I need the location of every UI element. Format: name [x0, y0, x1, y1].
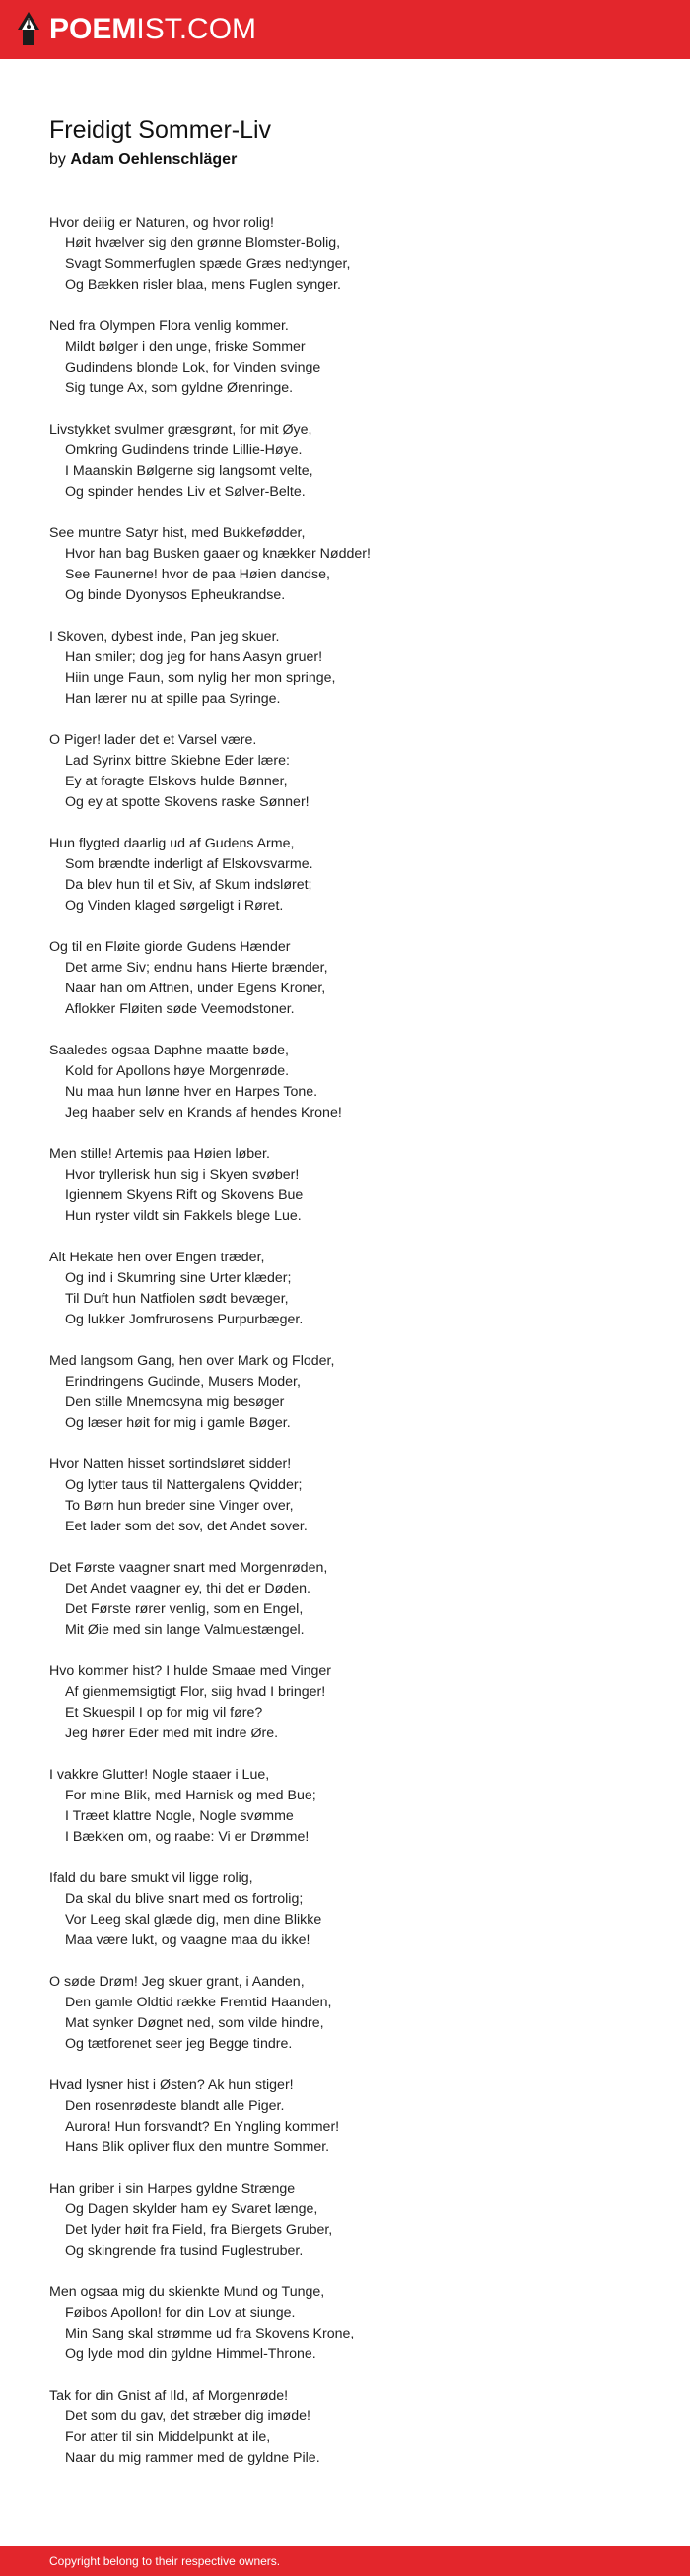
stanza: [49, 937, 641, 1020]
copyright-text: Copyright belong to their respective owners.: [49, 2554, 281, 2568]
poem-line: Aurora! Hun forsvandt? En Yngling kommer!: [65, 2119, 340, 2135]
poem-content: [0, 59, 690, 2469]
poem-line: Igiennem Skyens Rift og Skovens Bue: [65, 1187, 304, 1203]
poem-line: Og til en Fløite giorde Gudens Hænder: [49, 939, 291, 955]
poem-line: Og skingrende fra tusind Fuglestruber.: [65, 2243, 304, 2259]
poem-line: Til Duft hun Natfiolen sødt bevæger,: [65, 1291, 289, 1307]
poem-line: Føibos Apollon! for din Lov at siunge.: [65, 2305, 296, 2321]
poem-line: Hvor Natten hisset sortindsløret sidder!: [49, 1457, 292, 1472]
stanza: [49, 2075, 641, 2158]
poem-line: Mat synker Døgnet ned, som vilde hindre,: [65, 2015, 324, 2031]
site-logo[interactable]: [16, 10, 256, 49]
poem-line: Mit Øie med sin lange Valmuestængel.: [65, 1622, 305, 1638]
poem-title: Freidigt Sommer-Liv: [49, 116, 272, 144]
poem-line: Erindringens Gudinde, Musers Moder,: [65, 1374, 301, 1390]
poem-line: O Piger! lader det et Varsel være.: [49, 732, 257, 748]
poem-line: Han griber i sin Harpes gyldne Strænge: [49, 2181, 296, 2197]
stanza: [49, 1661, 641, 1744]
poem-line: Ned fra Olympen Flora venlig kommer.: [49, 318, 289, 334]
poem-line: To Børn hun breder sine Vinger over,: [65, 1498, 294, 1514]
poem-line: Eet lader som det sov, det Andet sover.: [65, 1519, 308, 1534]
poem-line: Sig tunge Ax, som gyldne Ørenringe.: [65, 380, 294, 396]
poem-line: Men stille! Artemis paa Høien løber.: [49, 1146, 270, 1162]
poem-line: Aflokker Fløiten søde Veemodstoner.: [65, 1001, 295, 1017]
stanza: [49, 1558, 641, 1641]
poem-line: Og ey at spotte Skovens raske Sønner!: [65, 794, 310, 810]
stanza: [49, 420, 641, 503]
poem-line: Ifald du bare smukt vil ligge rolig,: [49, 1870, 253, 1886]
poem-line: Det Første rører venlig, som en Engel,: [65, 1601, 304, 1617]
poem-line: Alt Hekate hen over Engen træder,: [49, 1250, 265, 1265]
poem-line: Jeg haaber selv en Krands af hendes Krone!: [65, 1105, 342, 1120]
poem-line: Tak for din Gnist af Ild, af Morgenrøde!: [49, 2388, 289, 2404]
poem-line: Vor Leeg skal glæde dig, men dine Blikke: [65, 1912, 322, 1928]
poem-line: Kold for Apollons høye Morgenrøde.: [65, 1063, 290, 1079]
poem-line: Gudindens blonde Lok, for Vinden svinge: [65, 360, 321, 375]
poem-line: Et Skuespil I op for mig vil føre?: [65, 1705, 263, 1721]
poem-line: Da blev hun til et Siv, af Skum indsløret;: [65, 877, 312, 893]
stanza: [49, 316, 641, 399]
poem-line: Men ogsaa mig du skienkte Mund og Tunge,: [49, 2284, 325, 2300]
stanza: [49, 1972, 641, 2055]
poem-line: Og læser høit for mig i gamle Bøger.: [65, 1415, 291, 1431]
poem-line: Hvor han bag Busken gaaer og knækker Nødder!: [65, 546, 371, 562]
poem-line: Da skal du blive snart med os fortrolig;: [65, 1891, 304, 1907]
poem-line: I vakkre Glutter! Nogle staaer i Lue,: [49, 1767, 270, 1783]
stanza: [49, 1144, 641, 1227]
poem-line: Og Bækken risler blaa, mens Fuglen synger.: [65, 277, 341, 293]
stanza: [49, 1455, 641, 1537]
poem-line: O søde Drøm! Jeg skuer grant, i Aanden,: [49, 1974, 305, 1990]
poem-line: Af gienmemsigtigt Flor, siig hvad I bringer!: [65, 1684, 326, 1700]
poem-line: Det som du gav, det stræber dig imøde!: [65, 2408, 310, 2424]
poem-line: Ey at foragte Elskovs hulde Bønner,: [65, 774, 288, 789]
logo-wordmark: [49, 15, 256, 44]
poem-line: Mildt bølger i den unge, friske Sommer: [65, 339, 306, 355]
poem-line: Livstykket svulmer græsgrønt, for mit Øye,: [49, 422, 312, 438]
poem-line: Hvad lysner hist i Østen? Ak hun stiger!: [49, 2077, 294, 2093]
poem-line: Hun ryster vildt sin Fakkels blege Lue.: [65, 1208, 302, 1224]
stanza: [49, 1248, 641, 1330]
poem-line: Hiin unge Faun, som nylig her mon springe,: [65, 670, 336, 686]
poem-line: Saaledes ogsaa Daphne maatte bøde,: [49, 1043, 289, 1058]
poem-line: Omkring Gudindens trinde Lillie-Høye.: [65, 442, 303, 458]
poem-line: Den rosenrødeste blandt alle Piger.: [65, 2098, 285, 2114]
poem-line: Maa være lukt, og vaagne maa du ikke!: [65, 1932, 310, 1948]
poem-line: Og binde Dyonysos Epheukrandse.: [65, 587, 286, 603]
poem-line: Hans Blik opliver flux den muntre Sommer.: [65, 2139, 330, 2155]
stanza: [49, 2386, 641, 2469]
poem-line: Og lyde mod din gyldne Himmel-Throne.: [65, 2346, 316, 2362]
poem-line: Nu maa hun lønne hver en Harpes Tone.: [65, 1084, 318, 1100]
poem-line: Den gamle Oldtid række Fremtid Haanden,: [65, 1995, 332, 2010]
poem-line: Og lukker Jomfrurosens Purpurbæger.: [65, 1312, 304, 1327]
poem-line: See Faunerne! hvor de paa Høien dandse,: [65, 567, 330, 582]
poem-line: I Bækken om, og raabe: Vi er Drømme!: [65, 1829, 310, 1845]
poem-line: Den stille Mnemosyna mig besøger: [65, 1394, 285, 1410]
poem-line: Høit hvælver sig den grønne Blomster-Bolig,: [65, 236, 341, 251]
poem-line: Og tætforenet seer jeg Begge tindre.: [65, 2036, 293, 2052]
poem-line: For mine Blik, med Harnisk og med Bue;: [65, 1788, 316, 1803]
poem-line: Han smiler; dog jeg for hans Aasyn gruer!: [65, 649, 323, 665]
poem-line: I Maanskin Bølgerne sig langsomt velte,: [65, 463, 313, 479]
stanza: [49, 834, 641, 916]
stanza: [49, 1765, 641, 1848]
byline: [49, 149, 641, 170]
poem-line: Og Vinden klaged sørgeligt i Røret.: [65, 898, 284, 914]
poem-line: Det arme Siv; endnu hans Hierte brænder,: [65, 960, 328, 976]
stanza: [49, 730, 641, 813]
stanza: [49, 1351, 641, 1434]
poem-line: Hvor deilig er Naturen, og hvor rolig!: [49, 215, 274, 231]
poem-line: For atter til sin Middelpunkt at ile,: [65, 2429, 271, 2445]
poem-line: Som brændte inderligt af Elskovsvarme.: [65, 856, 313, 872]
stanza: [49, 1868, 641, 1951]
poem-line: Hvo kommer hist? I hulde Smaae med Vinger: [49, 1663, 331, 1679]
poem-line: Det Første vaagner snart med Morgenrøden,: [49, 1560, 328, 1576]
stanza: [49, 2282, 641, 2365]
poem-line: I Træet klattre Nogle, Nogle svømme: [65, 1808, 294, 1824]
poem-line: I Skoven, dybest inde, Pan jeg skuer.: [49, 629, 280, 644]
poem-line: Hun flygted daarlig ud af Gudens Arme,: [49, 836, 295, 851]
poem-line: Og lytter taus til Nattergalens Qvidder;: [65, 1477, 303, 1493]
stanza: [49, 627, 641, 710]
poem-line: Med langsom Gang, hen over Mark og Floder,: [49, 1353, 335, 1369]
site-header: [0, 0, 690, 59]
stanza: [49, 523, 641, 606]
by-label: by: [49, 151, 66, 168]
poem-line: Det Andet vaagner ey, thi det er Døden.: [65, 1581, 310, 1596]
poem-line: Han lærer nu at spille paa Syringe.: [65, 691, 281, 707]
poem-line: Det lyder høit fra Field, fra Biergets Gruber,: [65, 2222, 333, 2238]
pen-nib-icon: [16, 10, 41, 49]
poem-line: Og spinder hendes Liv et Sølver-Belte.: [65, 484, 306, 500]
site-footer: [0, 2546, 690, 2576]
stanza: [49, 1041, 641, 1123]
poem-body: [49, 213, 641, 2469]
poem-line: Jeg hører Eder med mit indre Øre.: [65, 1726, 279, 1741]
poem-line: Og Dagen skylder ham ey Svaret længe,: [65, 2202, 318, 2217]
poem-line: Naar han om Aftnen, under Egens Kroner,: [65, 981, 326, 996]
poem-line: Svagt Sommerfuglen spæde Græs nedtynger,: [65, 256, 351, 272]
poem-line: Og ind i Skumring sine Urter klæder;: [65, 1270, 292, 1286]
poem-line: Naar du mig rammer med de gyldne Pile.: [65, 2450, 320, 2466]
poem-line: See muntre Satyr hist, med Bukkefødder,: [49, 525, 306, 541]
logo-text-light: IST.COM: [136, 13, 257, 45]
author-name[interactable]: Adam Oehlenschläger: [70, 151, 238, 168]
poem-line: Hvor tryllerisk hun sig i Skyen svøber!: [65, 1167, 300, 1183]
poem-line: Lad Syrinx bittre Skiebne Eder lære:: [65, 753, 290, 769]
stanza: [49, 213, 641, 296]
logo-text-bold: POEM: [49, 13, 137, 45]
poem-line: Min Sang skal strømme ud fra Skovens Krone,: [65, 2326, 355, 2341]
stanza: [49, 2179, 641, 2262]
